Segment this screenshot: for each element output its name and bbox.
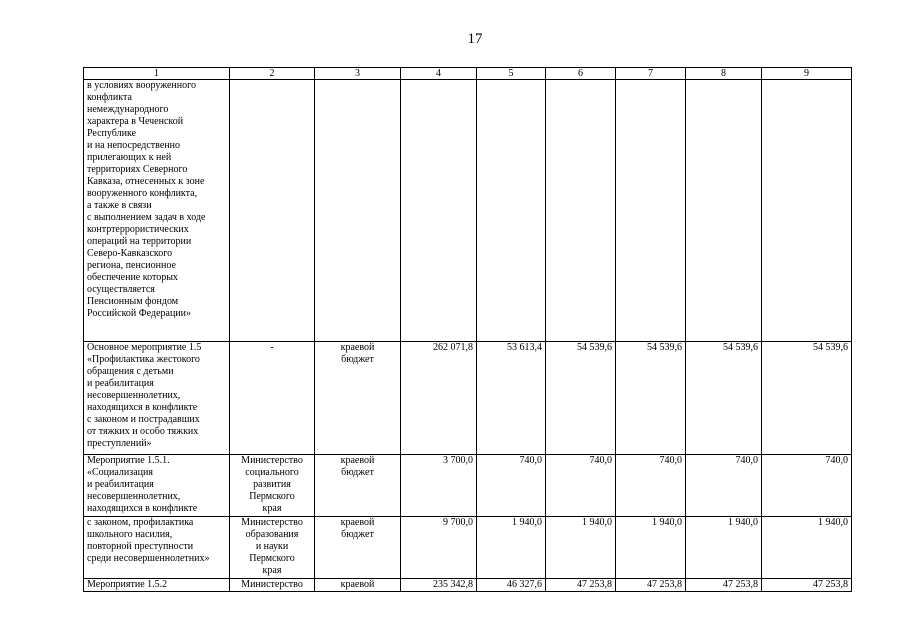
year-value-cell: 1 940,0 xyxy=(686,517,762,579)
year-value-cell: 740,0 xyxy=(477,455,546,517)
year-value-cell xyxy=(616,80,686,342)
table-row xyxy=(84,517,852,579)
year-value-cell: 47 253,8 xyxy=(546,579,616,592)
year-value-cell xyxy=(762,80,852,342)
column-header: 5 xyxy=(477,68,546,80)
measure-name-cell: в условиях вооруженного конфликта немеждународного характера в Чеченской Республике и на непосредственно прилегающих к ней территориях Северного Кавказа, отнесенных к зоне вооруженного конфликта, а также в связи с выполнением задач в ходе контртеррористических операций на территории Северо-Кавказского региона, пенсионное обеспечение которых осуществляется Пенсионным фондом Российской Федерации» xyxy=(84,80,230,342)
column-header: 9 xyxy=(762,68,852,80)
year-value-cell: 47 253,8 xyxy=(616,579,686,592)
page-number: 17 xyxy=(467,31,483,47)
year-value-cell: 47 253,8 xyxy=(762,579,852,592)
funding-source-cell: краевой бюджет xyxy=(315,517,401,579)
total-cell: 235 342,8 xyxy=(401,579,477,592)
year-value-cell: 740,0 xyxy=(762,455,852,517)
year-value-cell: 740,0 xyxy=(616,455,686,517)
total-cell: 3 700,0 xyxy=(401,455,477,517)
measure-name-cell: Основное мероприятие 1.5 «Профилактика жестокого обращения с детьми и реабилитация несовершеннолетних, находящихся в конфликте с законом и пострадавших от тяжких и особо тяжких преступлений» xyxy=(84,342,230,455)
year-value-cell: 1 940,0 xyxy=(762,517,852,579)
column-header: 6 xyxy=(546,68,616,80)
funding-source-cell: краевой бюджет xyxy=(315,455,401,517)
year-value-cell: 47 253,8 xyxy=(686,579,762,592)
column-header: 2 xyxy=(230,68,315,80)
year-value-cell: 54 539,6 xyxy=(616,342,686,455)
year-value-cell: 1 940,0 xyxy=(546,517,616,579)
measure-name-cell: Мероприятие 1.5.1. «Социализация и реабилитация несовершеннолетних, находящихся в конфликте xyxy=(84,455,230,517)
measure-name-cell: Мероприятие 1.5.2 xyxy=(84,579,230,592)
year-value-cell: 46 327,6 xyxy=(477,579,546,592)
table-row xyxy=(84,455,852,517)
funding-source-cell: краевой бюджет xyxy=(315,342,401,455)
table-header-row xyxy=(84,68,852,80)
column-header: 8 xyxy=(686,68,762,80)
table-row xyxy=(84,579,852,592)
year-value-cell: 54 539,6 xyxy=(686,342,762,455)
executor-cell: Министерство образования и науки Пермского края xyxy=(230,517,315,579)
executor-cell: Министерство социального развития Пермского края xyxy=(230,455,315,517)
total-cell: 262 071,8 xyxy=(401,342,477,455)
year-value-cell xyxy=(686,80,762,342)
table-row xyxy=(84,80,852,342)
measure-name-cell: с законом, профилактика школьного насилия, повторной преступности среди несовершеннолетних» xyxy=(84,517,230,579)
year-value-cell xyxy=(477,80,546,342)
funding-source-cell xyxy=(315,80,401,342)
year-value-cell xyxy=(546,80,616,342)
total-cell xyxy=(401,80,477,342)
year-value-cell: 740,0 xyxy=(546,455,616,517)
year-value-cell: 1 940,0 xyxy=(616,517,686,579)
total-cell: 9 700,0 xyxy=(401,517,477,579)
column-header: 7 xyxy=(616,68,686,80)
column-header: 1 xyxy=(84,68,230,80)
executor-cell: - xyxy=(230,342,315,455)
year-value-cell: 53 613,4 xyxy=(477,342,546,455)
executor-cell: Министерство xyxy=(230,579,315,592)
column-header: 4 xyxy=(401,68,477,80)
funding-source-cell: краевой xyxy=(315,579,401,592)
budget-table xyxy=(83,67,852,592)
year-value-cell: 54 539,6 xyxy=(546,342,616,455)
year-value-cell: 1 940,0 xyxy=(477,517,546,579)
executor-cell xyxy=(230,80,315,342)
table-row xyxy=(84,342,852,455)
year-value-cell: 54 539,6 xyxy=(762,342,852,455)
column-header: 3 xyxy=(315,68,401,80)
year-value-cell: 740,0 xyxy=(686,455,762,517)
